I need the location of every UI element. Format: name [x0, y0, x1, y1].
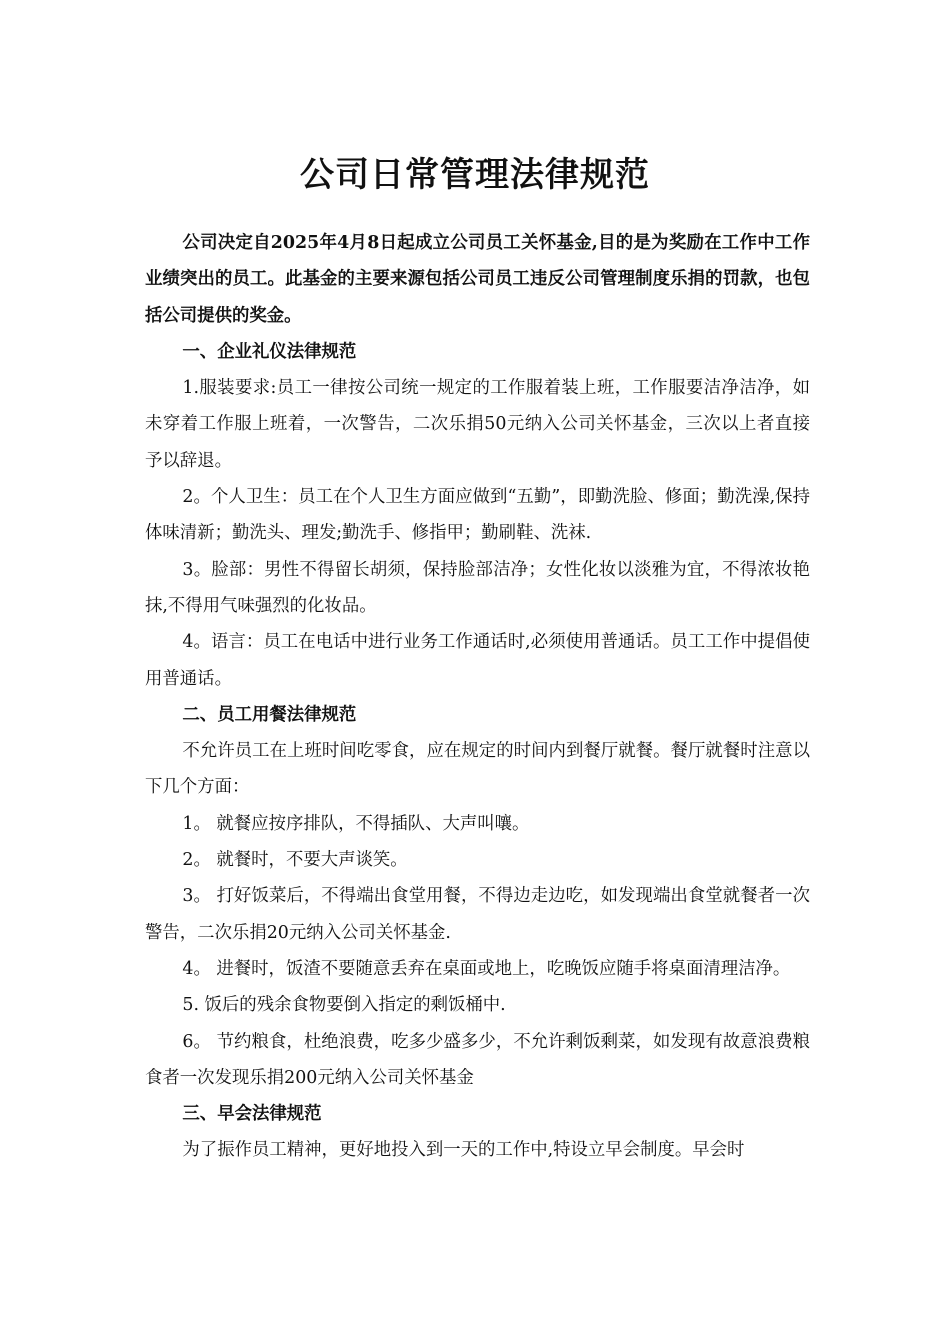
section-heading-morning-meeting: 三、早会法律规范: [182, 1104, 322, 1125]
paragraph-dining-intro: 不允许员工在上班时间吃零食，应在规定的时间内到餐厅就餐。餐厅就餐时注意以下几个方面：: [145, 741, 810, 798]
document-title: 公司日常管理法律规范: [300, 154, 650, 195]
document-body: [145, 225, 810, 1169]
paragraph-dining-rule-4: 4。 进餐时，饭渣不要随意丢弃在桌面或地上，吃晚饭应随手将桌面清理洁净。: [182, 958, 791, 979]
paragraph-dining-rule-1: 1。 就餐应按序排队，不得插队、大声叫嚷。: [182, 813, 530, 834]
paragraph-morning-meeting: 为了振作员工精神，更好地投入到一天的工作中,特设立早会制度。早会时: [182, 1140, 745, 1161]
paragraph-dining-rule-6: 6。 节约粮食，杜绝浪费，吃多少盛多少，不允许剩饭剩菜，如发现有故意浪费粮食者一次发现乐捐200元纳入公司关怀基金: [145, 1031, 810, 1088]
section-heading-dining: 二、员工用餐法律规范: [182, 704, 357, 725]
paragraph-personal-hygiene: 2。个人卫生：员工在个人卫生方面应做到“五勤”，即勤洗脸、修面；勤洗澡,保持体味清新；勤洗头、理发;勤洗手、修指甲；勤刷鞋、洗袜.: [145, 487, 810, 544]
paragraph-dress-code: 1.服装要求:员工一律按公司统一规定的工作服着装上班，工作服要洁净洁净，如未穿着工作服上班着，一次警告，二次乐捐50元纳入公司关怀基金，三次以上者直接予以辞退。: [145, 378, 810, 471]
paragraph-language: 4。语言：员工在电话中进行业务工作通话时,必须使用普通话。员工工作中提倡使用普通话。: [145, 632, 810, 689]
section-heading-etiquette: 一、企业礼仪法律规范: [182, 341, 357, 362]
paragraph-dining-rule-2: 2。 就餐时，不要大声谈笑。: [182, 850, 408, 871]
paragraph-face: 3。脸部：男性不得留长胡须，保持脸部洁净；女性化妆以淡雅为宜，不得浓妆艳抹,不得用气味强烈的化妆品。: [145, 559, 810, 616]
intro-paragraph: 公司决定自2025年4月8日起成立公司员工关怀基金,目的是为奖励在工作中工作业绩突出的员工。此基金的主要来源包括公司员工违反公司管理制度乐捐的罚款，也包括公司提供的奖金。: [145, 233, 810, 326]
paragraph-dining-rule-5: 5. 饭后的残余食物要倒入指定的剩饭桶中.: [182, 995, 506, 1016]
paragraph-dining-rule-3: 3。 打好饭菜后，不得端出食堂用餐，不得边走边吃，如发现端出食堂就餐者一次警告，二次乐捐20元纳入公司关怀基金.: [145, 886, 810, 943]
